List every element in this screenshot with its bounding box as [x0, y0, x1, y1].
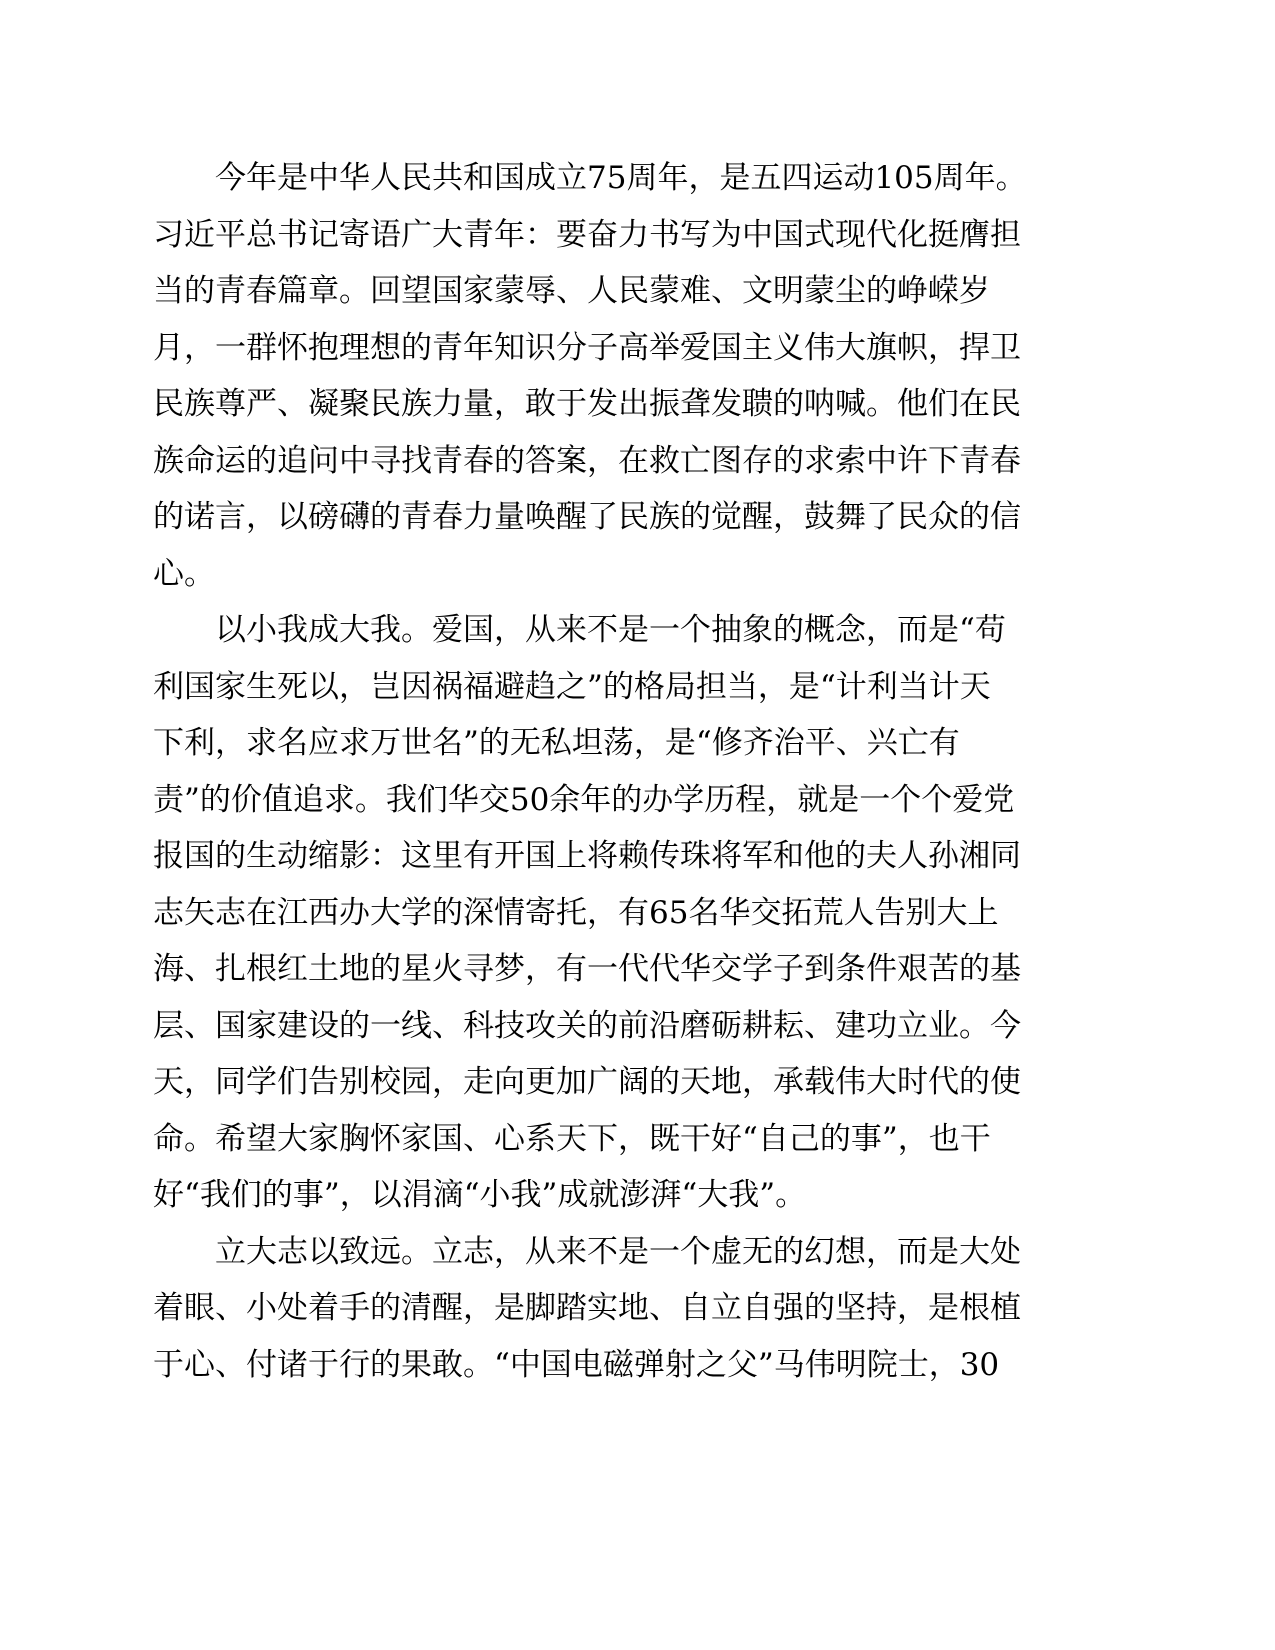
paragraph-2-line-6: 志矢志在江西办大学的深情寄托，有65名华交拓荒人告别大上 [153, 894, 999, 931]
paragraph-1-line-7: 的诺言，以磅礴的青春力量唤醒了民族的觉醒，鼓舞了民众的信 [153, 499, 1021, 535]
paragraph-1-line-2: 习近平总书记寄语广大青年：要奋力书写为中国式现代化挺膺担 [153, 216, 1021, 253]
paragraph-2-line-9: 天，同学们告别校园，走向更加广阔的天地，承载伟大时代的使 [153, 1064, 1021, 1100]
paragraph-2-line-11: 好“我们的事”，以涓滴“小我”成就澎湃“大我”。 [153, 1177, 807, 1213]
paragraph-2-line-3: 下利，求名应求万世名”的无私坦荡，是“修齐治平、兴亡有 [153, 725, 960, 761]
body-text [153, 150, 1113, 1393]
paragraph-2-line-4: 责”的价值追求。我们华交50余年的办学历程，就是一个个爱党 [153, 781, 1015, 818]
paragraph-1-line-6: 族命运的追问中寻找青春的答案，在救亡图存的求索中许下青春 [153, 442, 1021, 479]
paragraph-3-line-2: 着眼、小处着手的清醒，是脚踏实地、自立自强的坚持，是根植 [153, 1290, 1021, 1326]
paragraph-3-line-1: 立大志以致远。立志，从来不是一个虚无的幻想，而是大处 [215, 1233, 1021, 1270]
paragraph-3-line-3: 于心、付诸于行的果敢。“中国电磁弹射之父”马伟明院士，30 [153, 1346, 1000, 1383]
paragraph-1-line-8: 心。 [153, 555, 215, 592]
paragraph-2-line-8: 层、国家建设的一线、科技攻关的前沿磨砺耕耘、建功立业。今 [153, 1007, 1021, 1044]
paragraph-1-line-3: 当的青春篇章。回望国家蒙辱、人民蒙难、文明蒙尘的峥嵘岁 [153, 273, 990, 309]
paragraph-1-line-1: 今年是中华人民共和国成立75周年，是五四运动105周年。 [215, 160, 1027, 196]
paragraph-2-line-5: 报国的生动缩影：这里有开国上将赖传珠将军和他的夫人孙湘同 [153, 838, 1021, 874]
paragraph-2-line-1: 以小我成大我。爱国，从来不是一个抽象的概念，而是“苟 [215, 612, 1006, 648]
paragraph-1-line-4: 月，一群怀抱理想的青年知识分子高举爱国主义伟大旗帜，捍卫 [153, 329, 1021, 366]
paragraph-1-line-5: 民族尊严、凝聚民族力量，敢于发出振聋发聩的呐喊。他们在民 [153, 386, 1021, 422]
paragraph-2-line-2: 利国家生死以，岂因祸福避趋之”的格局担当，是“计利当计天 [153, 668, 991, 705]
paragraph-2-line-10: 命。希望大家胸怀家国、心系天下，既干好“自己的事”，也干 [153, 1120, 991, 1157]
paragraph-2-line-7: 海、扎根红土地的星火寻梦，有一代代华交学子到条件艰苦的基 [153, 951, 1021, 987]
